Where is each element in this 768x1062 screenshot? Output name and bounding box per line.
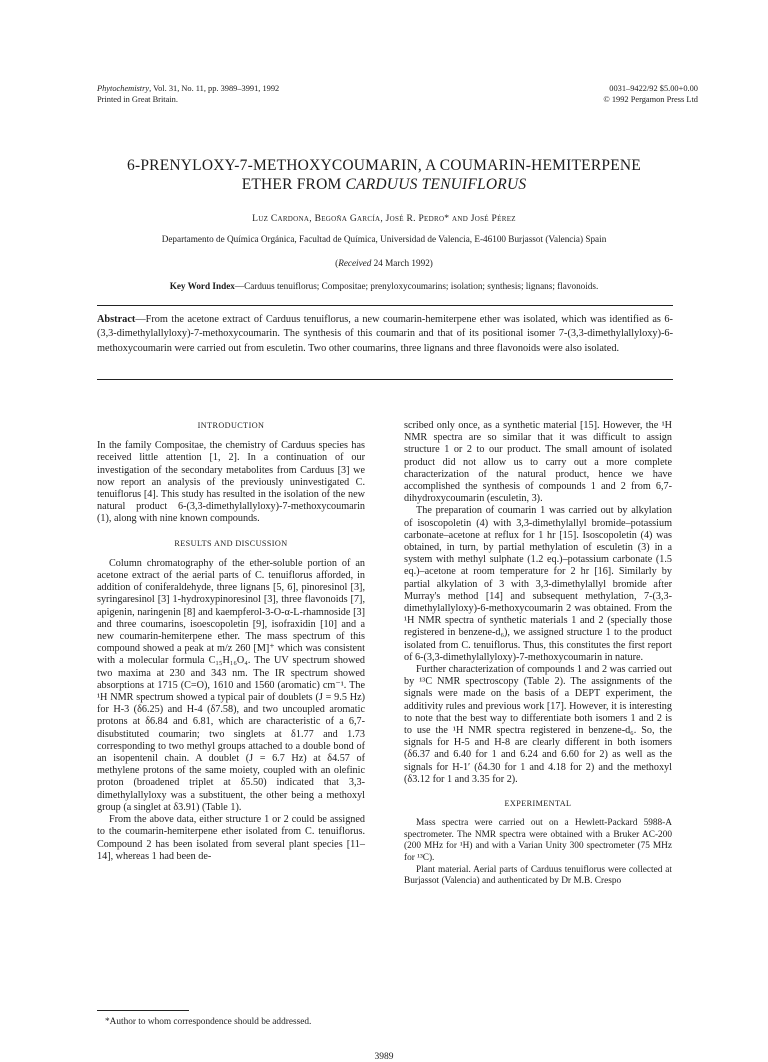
title-line-2 — [60, 175, 708, 194]
title-line-1: 6-PRENYLOXY-7-METHOXYCOUMARIN, A COUMARIN-HEMITERPENE — [127, 157, 641, 174]
footnote: *Author to whom correspondence should be addressed. — [105, 1017, 312, 1027]
keyword-index — [60, 281, 708, 291]
affiliation: Departamento de Química Orgánica, Facultad de Química, Universidad de Valencia, E-46100 Burjassot (Valencia) Spain — [161, 234, 607, 244]
experimental-heading: EXPERIMENTAL — [504, 799, 572, 809]
title-prefix: ETHER FROM — [241, 176, 346, 193]
journal-name: Phytochemistry — [97, 84, 150, 93]
publisher-header — [603, 83, 698, 105]
keywords-text: —Carduus tenuiflorus; Compositae; prenyloxycoumarins; isolation; synthesis; lignans; flavonoids. — [234, 281, 599, 291]
discussion-paragraph-2: The preparation of coumarin 1 was carried out by alkylation of isoscopoletin (4) with 3,3-dimethylallyl bromide–potassium carbonate–acetone at reflux for 1 hr [15]. Isoscopoletin (4) was obtained, in turn, by partial methylation of esculetin (3) in a system with methyl sulphate (1.2 eq.)–potassium carbonate (1.5 eq.)–acetone at room temperature for 2 hr [16]. Similarly by partial alkylation of 3 with 3,3-dimethylallyl bromide after Murray's method [14] and subsequent methylation, 7-(3,3-dimethylallyloxy)-6-methoxycoumarin 2 was obtained. From the ¹H NMR spectra of synthetic materials 1 and 2 (specially those registered in benzene-d₆), we assigned structure 1 to the product isolated from C. tenuiflorus. Thus, this constitutes the first report of 6-(3,3-dimethylallyloxy)-7-methoxycoumarin in nature. — [404, 505, 672, 663]
paper-title — [60, 156, 708, 194]
received-value: 24 March 1992) — [371, 258, 433, 268]
received-date — [60, 258, 708, 268]
received-label: Received — [338, 258, 372, 268]
printed-in: Printed in Great Britain. — [97, 95, 178, 104]
page-number: 3989 — [374, 1052, 394, 1062]
results-heading: RESULTS AND DISCUSSION — [174, 538, 288, 548]
results-paragraph-2: From the above data, either structure 1 or 2 could be assigned to the coumarin-hemiterpene ether isolated from C. tenuiflorus. Compound 2 has been isolated from several plant species [11–14], whereas 1 had been de- — [97, 814, 365, 862]
received-open: ( — [335, 258, 339, 268]
left-column — [97, 420, 365, 863]
introduction-paragraph: In the family Compositae, the chemistry of Carduus species has received little attention [1, 2]. In a continuation of our investigation of the secondary metabolites from Carduus [3] we now report an analysis of the previously uninvestigated C. tenuiflorus [4]. This study has resulted in the isolation of the new natural product 6-(3,3-dimethylallyloxy)-7-methoxycoumarin (1), along with nine known compounds. — [97, 440, 365, 525]
authors: Luz Cardona, Begoña García, José R. Pedro* and José Pérez — [252, 214, 516, 224]
title-species: CARDUUS TENUIFLORUS — [345, 176, 527, 193]
experimental-paragraph-2: Plant material. Aerial parts of Carduus tenuiflorus were collected at Burjassot (Valencia) and authenticated by Dr M.B. Crespo — [404, 864, 672, 887]
journal-header — [97, 83, 279, 105]
results-paragraph-1: Column chromatography of the ether-soluble portion of an acetone extract of the aerial parts of C. tenuiflorus afforded, in addition of coniferaldehyde, three lignans [5, 6], pinoresinol [3], syringaresinol [3] 1-hydroxypinoresinol [3], three flavonoids [7], apigenin, naringenin [8] and kaempferol-3-O-α-L-rhamnoside [3] and three coumarins, isoescopoletin [9], isofraxidin [10] and a new coumarin-hemiterpene ether. The mass spectrum of this compound showed a peak at m/z 260 [M]⁺ which was consistent with a molecular formula C₁₅H₁₆O₄. The UV spectrum showed two maxima at 230 and 343 nm. The IR spectrum showed absorptions at 1715 (C=O), 1610 and 1560 (aromatic) cm⁻¹. The ¹H NMR spectrum showed a typical pair of doublets (J = 9.5 Hz) for H-3 (δ6.25) and H-4 (δ7.58), and two uncoupled aromatic protons at δ6.84 and 6.81, which are characteristic of a 6,7-disubstituted coumarin; two singlets at δ1.77 and 1.73 corresponding to two methyl groups attached to a double bond of an isopentenil chain. A doublet (J = 6.7 Hz) at δ4.57 of methylene protons of the same moiety, coupled with an olefinic proton (broadened triplet at δ5.50) indicated that 3,3-dimethylallyloxy was a substituent, the other being a methoxyl group (a singlet at δ3.91) (Table 1). — [97, 557, 365, 813]
introduction-heading: INTRODUCTION — [197, 421, 265, 430]
issn-code: 0031–9422/92 $5.00+0.00 — [609, 84, 698, 93]
abstract-text: —From the acetone extract of Carduus tenuiflorus, a new coumarin-hemiterpene ether was isolated, which was identified as 6-(3,3-dimethylallyloxy)-7-methoxycoumarin. The synthesis of this coumarin and that of its positional isomer 7-(3,3-dimethylallyloxy)-6-methoxycoumarin were carried out from esculetin. Two other coumarins, three lignans and three flavonoids were also isolated. — [97, 314, 673, 354]
experimental-paragraph-1: Mass spectra were carried out on a Hewlett-Packard 5988-A spectrometer. The NMR spectra were obtained with a Bruker AC-200 (200 MHz for ¹H) and with a Varian Unity 300 spectrometer (75 MHz for ¹³C). — [404, 818, 672, 864]
discussion-paragraph-1: scribed only once, as a synthetic material [15]. However, the ¹H NMR spectra are so similar that it was difficult to assign structure 1 or 2 to our product. The small amount of isolated product did not allow us to carry out a more complete characterization of the natural product, hence we have accomplished the synthesis of compounds 1 and 2 from 6,7-dihydroxycoumarin (esculetin, 3). — [404, 420, 672, 505]
abstract-label: Abstract — [97, 314, 136, 325]
abstract-top-rule — [97, 305, 673, 306]
copyright: © 1992 Pergamon Press Ltd — [603, 95, 698, 104]
journal-citation: , Vol. 31, No. 11, pp. 3989–3991, 1992 — [149, 84, 280, 93]
footnote-rule — [97, 1010, 189, 1011]
right-column — [404, 420, 672, 888]
keywords-label: Key Word Index — [169, 281, 235, 291]
discussion-paragraph-3: Further characterization of compounds 1 and 2 was carried out by ¹³C NMR spectroscopy (Table 2). The assignments of the signals were made on the basis of a DEPT experiment, the additivity rules and previous work [17]. However, it is interesting to note that the best way to differentiate both isomers 1 and 2 is to use the ¹H NMR spectra registered in benzene-d₆. So, the signals for H-5 and H-8 are clearly different in both isomers (δ6.37 and 6.40 for 1 and 6.24 and 6.60 for 2) as well as the signals for H-1′ (δ4.30 for 1 and 4.18 for 2) and the methoxyl (δ3.12 for 1 and 3.35 for 2). — [404, 664, 672, 785]
abstract — [97, 313, 673, 356]
abstract-bottom-rule — [97, 379, 673, 380]
